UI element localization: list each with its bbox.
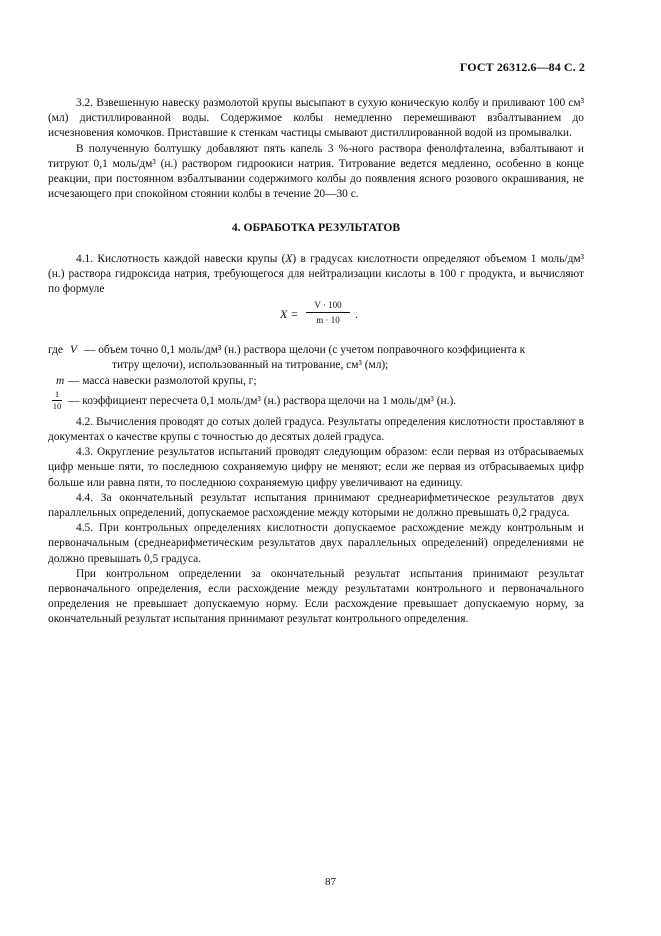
formula-tail: .	[355, 307, 358, 322]
where-m-symbol: m	[56, 374, 65, 387]
formula-denominator: m · 10	[316, 315, 340, 326]
paragraph-4-1-part-b: ) в градусах кислотности определяют объемом 1 моль/дм³ (н.) раствора гидроксида натрия, требующегося для нейтрализации кислоты в 100 г продукта, и вычисляют по формуле	[48, 252, 584, 296]
where-v-definition-cont: титру щелочи), использованный на титрование, см³ (мл);	[112, 359, 389, 372]
document-header: ГОСТ 26312.6—84 С. 2	[459, 60, 585, 74]
where-k-fraction	[52, 389, 62, 412]
where-m-line	[48, 374, 584, 389]
paragraph-4-5: 4.5. При контрольных определениях кислотности допускаемое расхождение между контрольным и первоначальным (среднеарифметическим результатов двух параллельных определений) определениями не должно превышать 0,5 градуса.	[48, 522, 584, 565]
document-body	[48, 96, 584, 628]
page-number: 87	[325, 876, 336, 888]
where-k-denominator: 10	[52, 400, 62, 411]
paragraph-3-2-continued: В полученную болтушку добавляют пять капель 3 %-ного раствора фенолфталеина, взбалтывают и титруют 0,1 моль/дм³ (н.) раствором гидроокиси натрия. Титрование ведется медленно, особенно в конце реакции, при постоянном взбалтывании содержимого колбы до появления ясного розового окрашивания, не исчезающего при спокойном стоянии колбы в течение 20—30 с.	[48, 142, 584, 201]
paragraph-3-2: 3.2. Взвешенную навеску размолотой крупы высыпают в сухую коническую колбу и приливают 100 см³ (мл) дистиллированной воды. Содержимое колбы немедленно перемешивают взбалтыванием до исчезновения комочков. Приставшие к стенкам частицы смывают дистиллированной водой из промывалки.	[48, 97, 584, 140]
where-k-line	[48, 389, 584, 415]
paragraph-4-2: 4.2. Вычисления проводят до сотых долей градуса. Результаты определения кислотности проставляют в документах о качестве крупы с точностью до десятых долей градуса.	[48, 415, 584, 444]
where-k-numerator: 1	[52, 389, 62, 401]
paragraph-4-3: 4.3. Округление результатов испытаний проводят следующим образом: если первая из отбрасываемых цифр меньше пяти, то последнюю сохраняемую цифру не меняют; если же первая из отбрасываемых цифр больше или равна пяти, то последнюю сохраняемую цифру увеличивают на единицу.	[48, 446, 584, 489]
formula-lhs: X =	[280, 307, 299, 322]
where-k-definition: — коэффициент пересчета 0,1 моль/дм³ (н.) раствора щелочи на 1 моль/дм³ (н.).	[68, 394, 457, 407]
paragraph-4-1-part-a: 4.1. Кислотность каждой навески крупы (	[76, 252, 286, 265]
acidity-formula	[48, 299, 584, 339]
where-m-definition: — масса навески размолотой крупы, г;	[68, 374, 257, 387]
section-title: 4. ОБРАБОТКА РЕЗУЛЬТАТОВ	[231, 221, 401, 235]
paragraph-4-5-continued: При контрольном определении за окончательный результат испытания принимают результат первоначального определения, если расхождение между результатами контрольного и первоначального определения не превышает допускаемую норму. Если расхождение превышает допускаемую норму, за окончательный результат испытания принимают результат контрольного определения.	[48, 567, 584, 626]
variable-x: X	[285, 252, 293, 265]
where-v-symbol: V	[70, 344, 77, 357]
formula-numerator: V · 100	[306, 299, 350, 313]
formula-fraction	[306, 299, 350, 326]
paragraph-4-4: 4.4. За окончательный результат испытания принимают среднеарифметическое результатов двух параллельных определений, допускаемое расхождение между которыми не должно превышать 0,2 градуса.	[48, 491, 584, 520]
where-v-definition: — объем точно 0,1 моль/дм³ (н.) раствора щелочи (с учетом поправочного коэффициента к	[84, 344, 526, 357]
paragraph-4-1	[48, 252, 584, 298]
where-word: где	[48, 344, 63, 357]
where-v-line	[48, 343, 584, 358]
